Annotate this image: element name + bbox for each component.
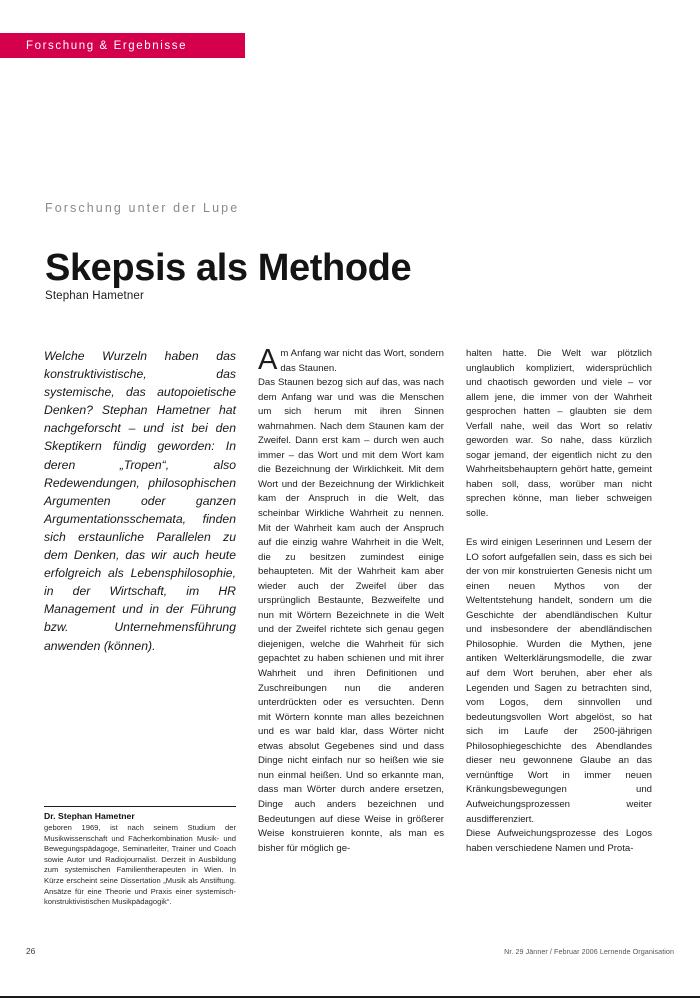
bio-author-name: Dr. Stephan Hametner — [44, 811, 135, 821]
drop-cap: A — [258, 344, 278, 376]
bio-author-description: geboren 1969, ist nach seinem Studium der Musikwissenschaft und Fächerkombination Musik- und Bewegungspädagoge, Seminarleiter, Trainer und Coach sowie Autor und Radiojournalist. Derzeit in Ausbildung zum systemischen Familientherapeuten in Wien. In Kürze erscheint seine Dissertation „Musik als Anstiftung. Ansätze für eine Theorie und Praxis einer systemisch-konstruktivistischen Musikpädagogik“. — [44, 823, 236, 907]
footer-divider — [0, 996, 700, 998]
paragraph-spacer — [466, 522, 652, 537]
article-kicker: Forschung unter der Lupe — [45, 201, 240, 215]
page-number: 26 — [26, 946, 36, 956]
category-banner — [0, 33, 245, 58]
body-column-right — [466, 347, 652, 856]
body-paragraph: Es wird einigen Leserinnen und Lesern der LO sofort aufgefallen sein, dass es sich bei der von mir konstruierten Genesis nicht um einen neuen Mythos von der Weltentstehung handelt, sondern um die Geschichte der abendländischen Kultur und insbesondere der abendländischen Philosophie. Wurden die Mythen, jene antiken Welterklärungsmodelle, die zwar auf dem Wort beruhen, aber eher als Legenden und Sagen zu betrachten sind, vom Logos, dem sinnvollen und bedeutungsvollen Wort abgelöst, so hat sich im Laufe der 2500-jährigen Philosophiegeschichte des Abendlandes dieser neu gewonnene Glaube an das vernünftige Wort in immer neuen Kränkungsbewegungen und Aufweichungsprozessen weiter ausdifferenziert. — [466, 537, 652, 825]
body-paragraph: halten hatte. Die Welt war plötzlich unglaublich kompliziert, widersprüchlich und chaotisch geworden und viele – vor allem jene, die immer von der Wahrheit gesprochen hatten – glaubten sie dem Verfall nahe, weil das Wort so relativ geworden war. So nahe, dass kürzlich sogar jemand, der eigentlich nicht zu den Wahrheitsbehauptern gehört hatte, gemeint haben soll, dass, worüber man nicht sprechen könne, man lieber schweigen solle. — [466, 348, 652, 520]
article-byline: Stephan Hametner — [45, 290, 144, 302]
issue-info: Nr. 29 Jänner / Februar 2006 Lernende Organisation — [504, 947, 674, 956]
body-paragraph: Diese Aufweichungsprozesse des Logos haben verschiedene Namen und Prota- — [466, 828, 652, 854]
body-paragraph: Das Staunen bezog sich auf das, was nach dem Anfang war und was die Menschen um sich herum mit ihren Sinnen wahrnahmen. Nach dem Staunen kam der Zweifel. Dann erst kam – durch wen auch immer – das Wort und mit dem Wort kam die Bezeichnung der Wirklichkeit. Mit dem Wort und der Bezeichnung der Wirklichkeit kam der Anspruch in die Welt, das scheinbar Wirkliche Wahrheit zu nennen. Mit der Wahrheit kam auch der Anspruch auf die einzig wahre Wahrheit in die Welt, die zu besitzen zumindest einige behaupteten. Mit der Wahrheit kam aber wieder auch der Zweifel über das ursprünglich Bestaunte, Bezweifelte und nun mit Wörtern Bezeichnete in die Welt und der Zweifel richtete sich genau gegen diejenigen, welche die Wahrheit für sich gepachtet zu haben schienen und mit ihrer Wahrheit und ihren Definitionen und Zuschreibungen nun die anderen unterdrückten oder es versuchten. Denn mit Wörtern konnte man alles bezeichnen und es war bald klar, dass Wörter nicht etwas absolut Gegebenes sind und dass Dinge nicht einfach nur so heißen wie sie nun einmal heißen. Und so erkannte man, dass man Wörter durch andere ersetzen, Dinge auch anders bezeichnen und Bedeutungen auf diese Weise in größerer Weise konstruieren konnte, als man es bisher für möglich ge- — [258, 377, 444, 854]
page-title: Skepsis als Methode — [45, 247, 412, 290]
category-banner-label: Forschung & Ergebnisse — [26, 39, 188, 52]
author-bio-box — [44, 806, 236, 908]
lead-paragraph: Welche Wurzeln haben das konstruktivistische, das systemische, das autopoietische Denken? Stephan Hametner hat nachgeforscht – und ist bei den Skeptikern fündig geworden: In deren „Tropen“, also Redewendungen, philosophischen Argumenten oder ganzen Argumentationsschemata, finden sich erstaunliche Parallelen zu dem Denken, das wir auch heute erfolgreich als Lebensphilosophie, in der Wirtschaft, im HR Management und in der Führung bzw. Unternehmensführung anwenden (können). — [44, 349, 236, 653]
body-paragraph-text: m Anfang war nicht das Wort, sondern das Staunen. — [280, 348, 444, 374]
bio-divider — [44, 806, 236, 807]
body-paragraph — [258, 344, 444, 376]
body-column-middle — [258, 344, 444, 856]
lead-paragraph-column — [44, 347, 236, 655]
